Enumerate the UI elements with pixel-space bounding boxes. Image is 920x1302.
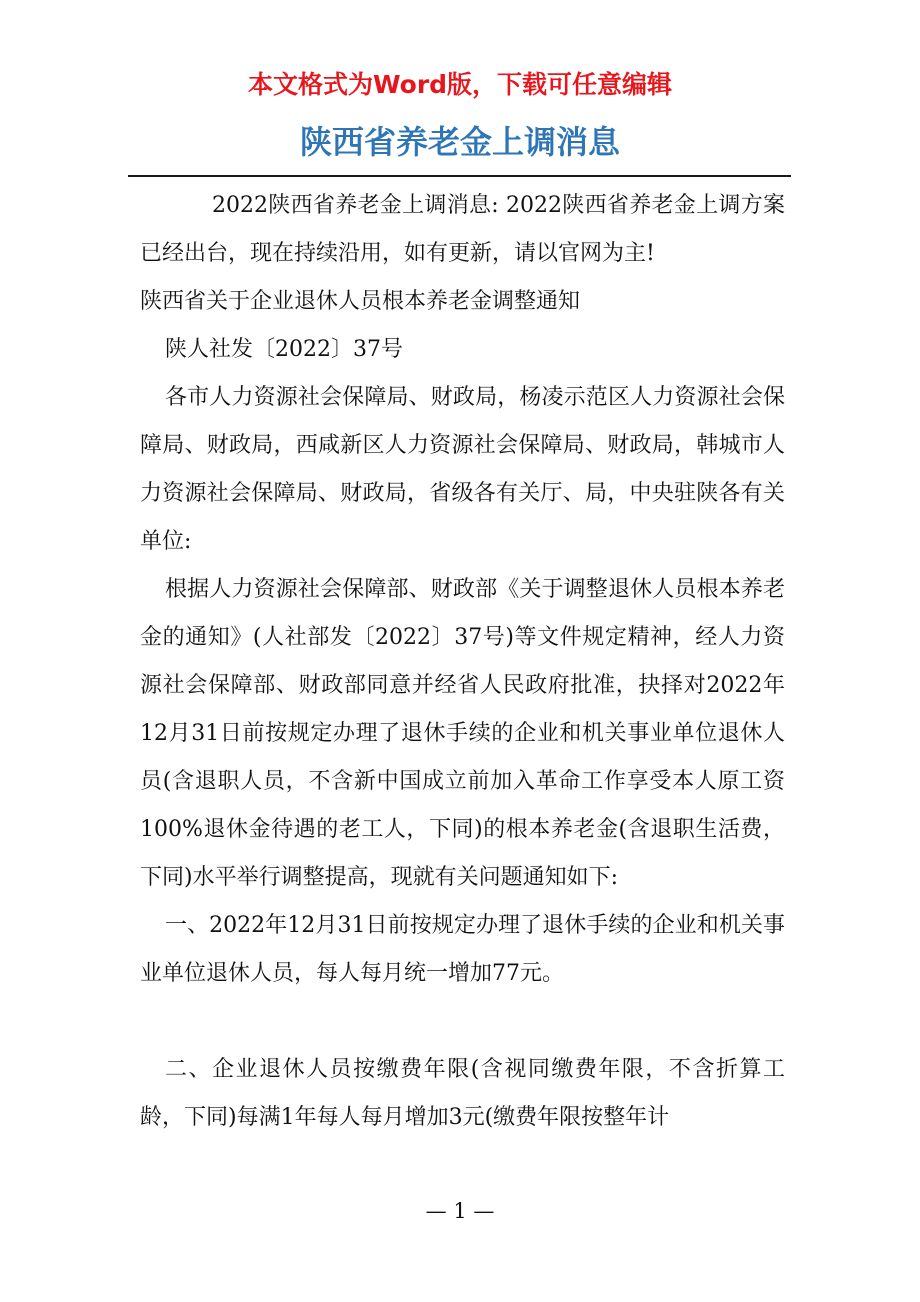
document-body	[140, 182, 785, 1142]
item-one-paragraph: 一、2022年12月31日前按规定办理了退休手续的企业和机关事业单位退休人员，每人每月统一增加77元。	[140, 913, 785, 986]
notice-title: 陕西省关于企业退休人员根本养老金调整通知	[140, 289, 581, 314]
document-number: 陕人社发〔2022〕37号	[165, 337, 403, 362]
item-two-paragraph: 二、企业退休人员按缴费年限(含视同缴费年限，不含折算工龄，下同)每满1年每人每月增加3元(缴费年限按整年计	[140, 1057, 785, 1130]
page-number: — 1 —	[425, 1199, 495, 1223]
basis-paragraph: 根据人力资源社会保障部、财政部《关于调整退休人员根本养老金的通知》(人社部发〔2022〕37号)等文件规定精神，经人力资源社会保障部、财政部同意并经省人民政府批准，抉择对2022年12月31日前按规定办理了退休手续的企业和机关事业单位退休人员(含退职人员，不含新中国成立前加入革命工作享受本人原工资100%退休金待遇的老工人，下同)的根本养老金(含退职生活费，下同)水平举行调整提高，现就有关问题通知如下:	[140, 577, 785, 890]
word-format-banner: 本文格式为Word版，下载可任意编辑	[247, 70, 673, 99]
intro-paragraph: 2022陕西省养老金上调消息: 2022陕西省养老金上调方案已经出台，现在持续沿用，如有更新，请以官网为主!	[140, 193, 785, 266]
title-divider	[128, 175, 791, 177]
document-title: 陕西省养老金上调消息	[299, 123, 620, 161]
paragraph-spacer	[140, 998, 785, 1046]
recipients-paragraph: 各市人力资源社会保障局、财政局，杨凌示范区人力资源社会保障局、财政局，西咸新区人力资源社会保障局、财政局，韩城市人力资源社会保障局、财政局，省级各有关厅、局，中央驻陕各有关单位:	[140, 385, 785, 554]
